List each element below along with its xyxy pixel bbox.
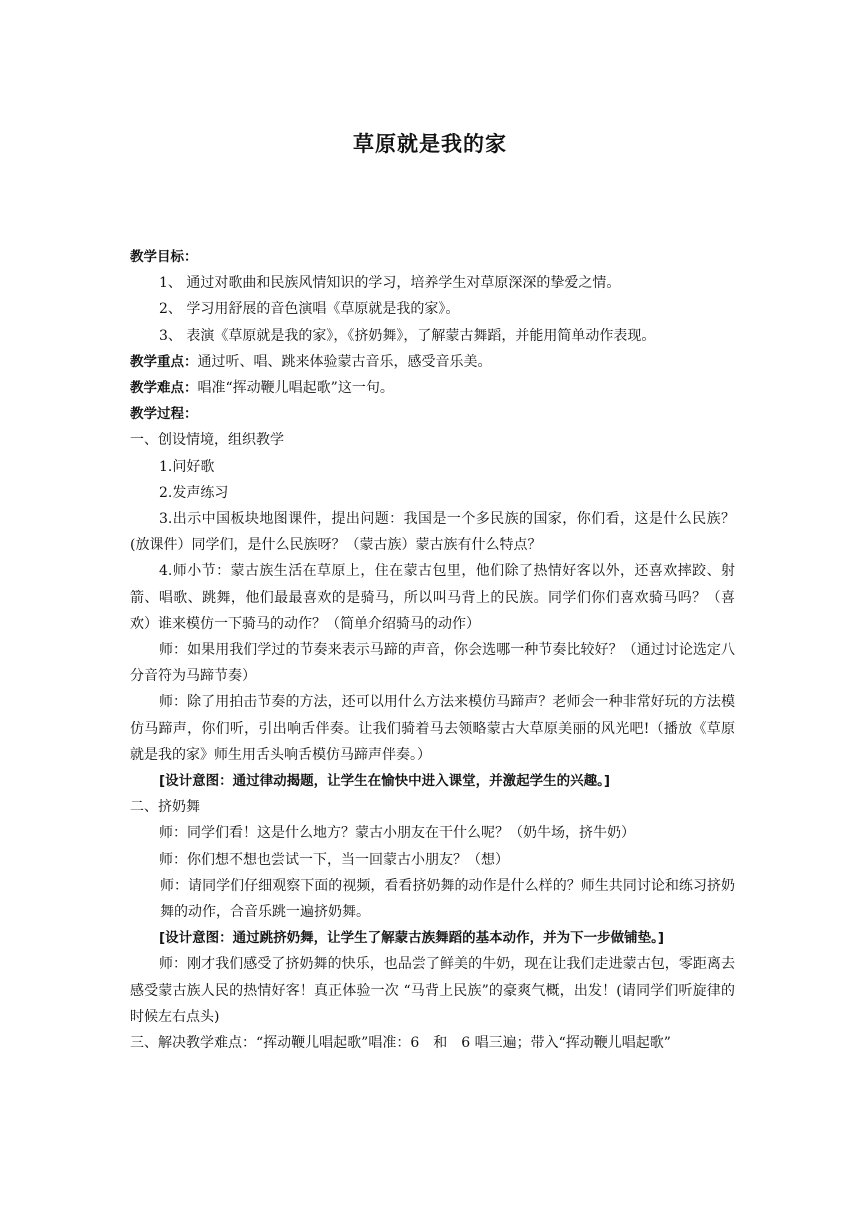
s2-paragraph-3: 师：请同学们仔细观察下面的视频，看看挤奶舞的动作是什么样的？师生共同讨论和练习挤奶舞的动作，合音乐跳一遍挤奶舞。 (160, 877, 735, 921)
difficulty-line (130, 375, 735, 401)
process-heading: 教学过程： (130, 406, 198, 423)
section2-heading: 二、挤奶舞 (130, 799, 200, 816)
objectives-heading: 教学目标： (130, 249, 198, 265)
s1-item-4: 4.师小节：蒙古族生活在草原上，住在蒙古包里，他们除了热情好客以外，还喜欢摔跤、射箭、唱歌、跳舞，他们最最喜欢的是骑马，所以叫马背上的民族。同学们你们喜欢骑马吗？（喜欢）谁来模仿一下骑马的动作？（简单介绍骑马的动作） (130, 563, 735, 632)
s2-paragraph-1: 师：同学们看！这是什么地方？蒙古小朋友在干什么呢？（奶牛场，挤牛奶） (159, 825, 635, 842)
s1-item-3: 3.出示中国板块地图课件，提出问题：我国是一个多民族的国家，你们看，这是什么民族？(放课件）同学们，是什么民族呀？（蒙古族）蒙古族有什么特点？ (130, 511, 735, 554)
s2-design-intent: [设计意图：通过跳挤奶舞，让学生了解蒙古族舞蹈的基本动作，并为下一步做铺垫。] (159, 930, 665, 947)
objective-item-2: 2、 学习用舒展的音色演唱《草原就是我的家》。 (159, 301, 460, 318)
document-title: 草原就是我的家 (353, 132, 507, 156)
difficulty-label: 教学难点： (130, 380, 198, 397)
document-body (130, 244, 735, 1056)
objective-item-1: 1、 通过对歌曲和民族风情知识的学习，培养学生对草原深深的挚爱之情。 (159, 275, 621, 292)
s1-design-intent: [设计意图：通过律动揭题，让学生在愉快中进入课堂，并激起学生的兴趣。] (159, 773, 611, 790)
s1-item-2: 2.发声练习 (159, 484, 229, 501)
key-point-line (130, 349, 735, 375)
s1-paragraph-6: 师：除了用拍击节奏的方法，还可以用什么方法来模仿马蹄声？老师会一种非常好玩的方法模仿马蹄声，你们听，引出响舌伴奏。让我们骑着马去领略蒙古大草原美丽的风光吧!（播放《草原就是我的家》师生用舌头响舌模仿马蹄声伴奏。） (130, 694, 735, 763)
key-point-text: 通过听、唱、跳来体验蒙古音乐，感受音乐美。 (197, 353, 492, 370)
section3-line: 三、解决教学难点：“挥动鞭儿唱起歌”唱准：6 和 6 唱三遍；带入“挥动鞭儿唱起歌” (130, 1035, 671, 1052)
objective-item-3: 3、 表演《草原就是我的家》，《挤奶舞》，了解蒙古舞蹈，并能用简单动作表现。 (159, 327, 656, 344)
s2-paragraph-4: 师：刚才我们感受了挤奶舞的快乐，也品尝了鲜美的牛奶，现在让我们走进蒙古包，零距离去感受蒙古族人民的热情好客！真正体验一次 “马背上民族”的豪爽气概，出发！(请同学们听旋律的时候左右点头) (130, 956, 735, 1025)
difficulty-text: 唱准“挥动鞭儿唱起歌”这一句。 (197, 380, 394, 397)
section1-heading: 一、创设情境，组织教学 (130, 432, 284, 449)
s2-paragraph-2: 师：你们想不想也尝试一下，当一回蒙古小朋友？（想） (159, 851, 509, 868)
s1-item-1: 1.问好歌 (159, 458, 215, 475)
key-point-label: 教学重点： (130, 353, 198, 370)
s1-paragraph-5: 师：如果用我们学过的节奏来表示马蹄的声音，你会选哪一种节奏比较好？（通过讨论选定八分音符为马蹄节奏） (130, 642, 735, 685)
